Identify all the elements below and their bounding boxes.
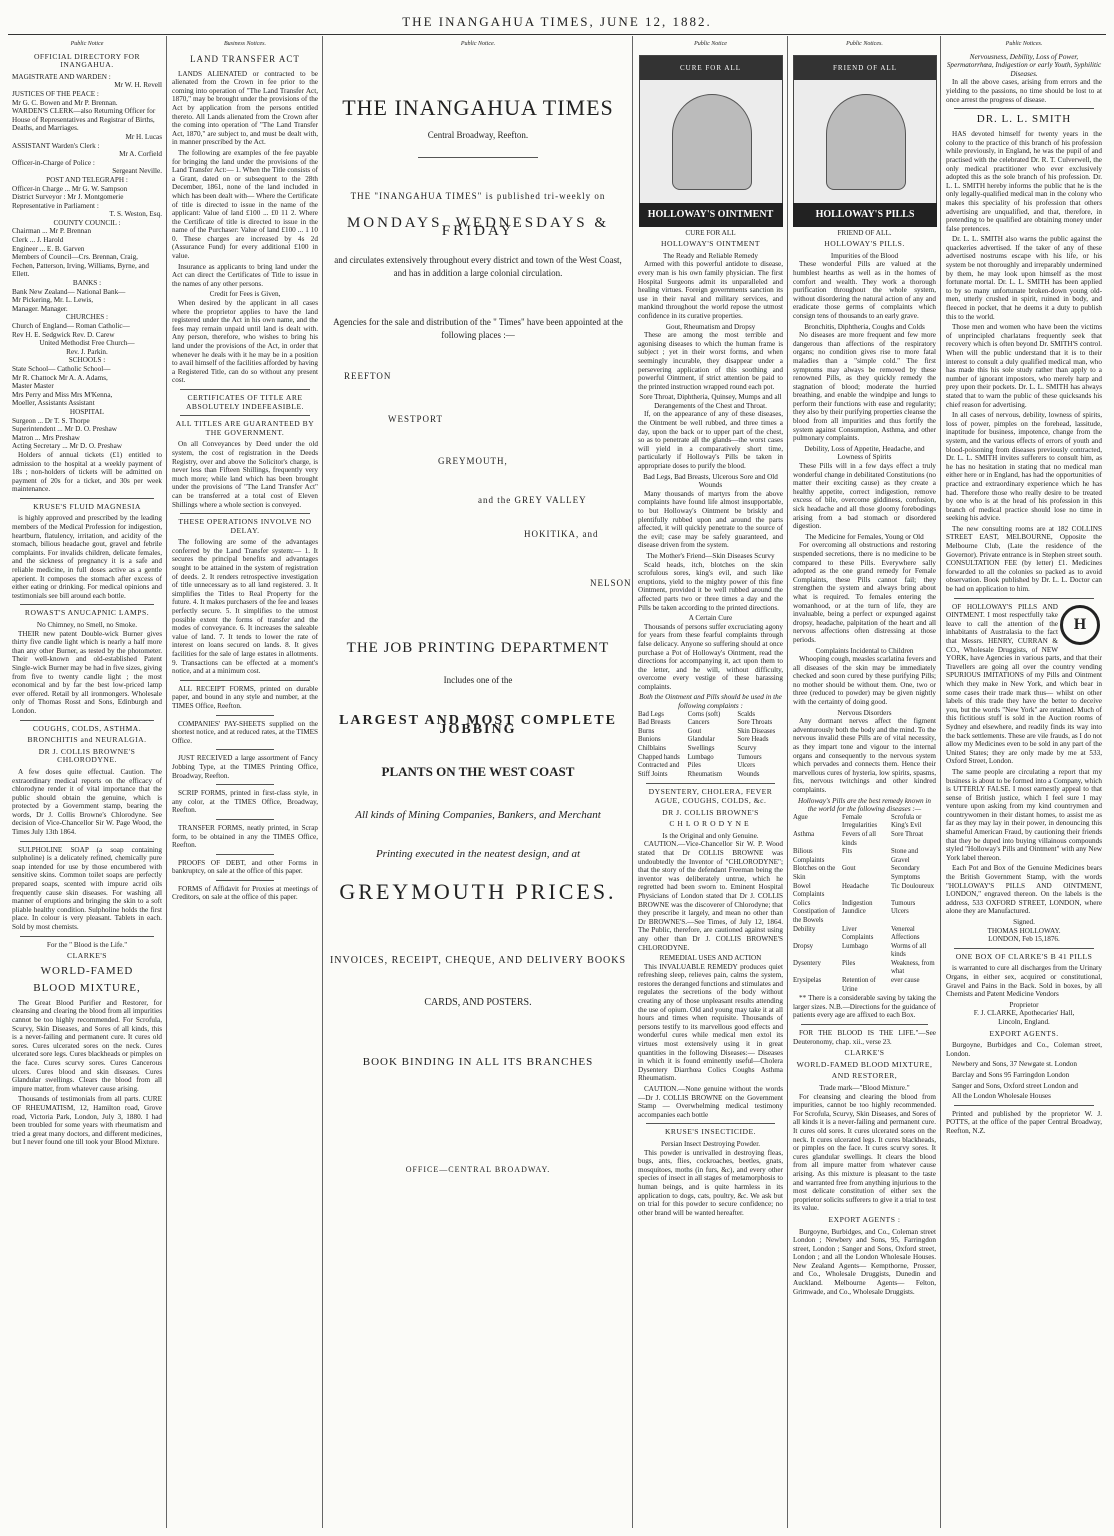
ad-body: is warranted to cure all discharges from the Urinary Organs, in either sex, acquired or constitutional, Gravel and Pains in the Back. Sold in boxes, by all Chemists and Patent Medicine Vendors [946, 964, 1102, 999]
includes-text: Includes one of the [443, 675, 513, 686]
ad-title: KRUSE'S FLUID MAGNESIA [33, 501, 141, 511]
directory-list [12, 73, 162, 494]
list-item: Blotches on the Skin [793, 865, 836, 881]
ad-body: Thousands of persons suffer excruciating agony for years from these fearful complaints through false delicacy. Anyone so suffering should at once purchase a Pot of Holloway's Ointment, read the directions for accompanying it, act upon them to the letter, and he will, without difficulty, overcome every vestige of these harassing complaints. [638, 622, 783, 691]
list-item: Dropsy [793, 942, 814, 950]
ad-body: OF HOLLOWAY'S PILLS AND OINTMENT. I most respectfully take leave to call the attention of the inhabitants of Australasia to the fact that Messrs. HENRY, CURRAN & CO., Wholesale Druggists, of NEW YORK, have Agencies in various parts, and that their Travellers are going all over the country vending SPURIOUS IMITATIONS of my Pills and Ointment which they make in New York, and which bear in some cases their trade mark thus— whilst on other labels of this trade they have the better to deceive you, but the words "New York" are retained. Much of this fictitious stuff is sold in the Auction rooms of Sydney and elsewhere, and readily finds its way into the back settlements. These are vile frauds, as I do not allow my Medicines even to be sold in any part of the United States; they are only made by me at 533, Oxford Street, London. [946, 602, 1102, 766]
directory-line: JUSTICES OF THE PEACE : [12, 89, 99, 98]
ad-title: HOLLOWAY'S OINTMENT [661, 239, 760, 249]
list-item: Scalds [737, 710, 756, 718]
directory-line: WARDEN'S CLERK—also Returning Officer for House of Representatives and Registrar of Births, Deaths, and Marriages. [12, 107, 156, 133]
ad-body: No diseases are more frequent and few more dangerous than affections of the respiratory organs; no condition gives rise to more fatal maladies than a "simple cold." The first symptoms may always be removed by these renowned Pills, as they quickly remedy the stagnation of blood; moderate the hurried breathing, and enable the windpipe and lungs to perform their functions with ease and regularity; they also by their purifying properties cleanse the blood from all impurities and thus fortify the system against Consumption, Asthma, and other pulmonary complaints. [793, 331, 936, 443]
ad-subtitle: Lincoln, England. [998, 1017, 1050, 1026]
list-item: Stiff Joints [638, 770, 668, 778]
invoices-text: INVOICES, RECEIPT, CHEQUE, AND DELIVERY BOOKS [329, 954, 627, 966]
ad-body: For cleansing and clearing the blood from impurities, cannot be too highly recommended. For Scrofula, Scurvy, Skin Diseases, and Sores of all kinds it is a never-failing and permanent cure. It cures old sores. It cures ulcerated sores on the neck. It cures ulcerated legs. It cures blackheads, or pimples on the face. It cures scurvy sores. It cures glandular swellings. It clears the blood from all impure matter from whatever cause arising. As this mixture is pleasant to the taste and warranted free from anything injurious to the most delicate constitution of either sex the proprietor solicits sufferers to give it a trial to test its value. [793, 1092, 936, 1213]
directory-line: T. S. Weston, Esq. [109, 210, 162, 219]
directory-line: Mr W. H. Revell [114, 81, 162, 90]
ad-subtitle: Sore Throat, Diphtheria, Quinsey, Mumps and all Derangements of the Chest and Throat. [639, 393, 782, 410]
list-item: Worms of all kinds [891, 942, 927, 959]
engraving-label: HOLLOWAY'S OINTMENT [639, 203, 783, 227]
ad-body: The Great Blood Purifier and Restorer, for cleansing and clearing the blood from all impurities cannot be too highly recommended. For Scrofula, Scurvy, Skin Diseases, and Sores of all kinds, this is a never-failing and permanent cure. It cures old sores. Cures ulcerated sores on the neck. Cures ulcerated sore legs. Cures blackheads or pimples on the face. Cures scurvy sores. Cures Cancerous ulcers. Cures blood and skin diseases. Cures Glandular swellings. Clears the blood from all impure matter, from whatever cause arising. [12, 998, 162, 1093]
ad-title: HOLLOWAY'S PILLS. [824, 239, 905, 249]
ad-body: Insurance as applicants to bring land under the Act can direct the Certificates of Title to issue in the names of any other persons. [172, 262, 318, 288]
ad-body: FOR THE BLOOD IS THE LIFE."—See Deuteronomy, chap. xii., verse 23. [793, 1029, 936, 1046]
divider [20, 936, 154, 937]
agency-place: REEFTON [344, 370, 392, 381]
ad-body: ** There is a considerable saving by taking the larger sizes. N.B.—Directions for the guidance of patients every age are affixed to each Box. [793, 994, 936, 1020]
agent-line: Burgoyne, Burbidges and Co., Coleman street, London. [946, 1041, 1102, 1058]
divider [216, 715, 274, 716]
intro-text: THE "INANGAHUA TIMES" is published tri-weekly on [350, 191, 606, 202]
list-item: Erysipelas [793, 977, 822, 985]
ad-title: CLARKE'S [844, 1048, 885, 1058]
ad-body: When desired by the applicant in all cases where the proprietor applies to have the land registered under the Act in his own name, and the fees may remain unpaid until land is dealt with. Any person, therefore, who wishes to bring his land under the provisions of the Act, in order that whenever he deals with it he may be in a position to avail himself of the facilities afforded by having a Registered Title, can do so without any present cost. [172, 299, 318, 385]
directory-line: Sergeant Neville. [112, 167, 162, 176]
column-3-times-advert [324, 38, 632, 1528]
list-item: Cancers [687, 719, 710, 727]
directory-line: Members of Council—Crs. Brennan, Craig, Fechen, Patterson, Irving, Williams, Byrne, and Ellett. [12, 253, 149, 279]
list-item: Chilblains [638, 745, 666, 753]
divider [180, 415, 310, 416]
ad-body: ALL RECEIPT FORMS, printed on durable paper, and bound in any style and number, at the TIMES Office, Reefton. [172, 684, 318, 710]
directory-line: Rev. J. Parkin. [66, 347, 108, 356]
ad-title: DR J. COLLIS BROWNE'S [662, 807, 759, 817]
cards-text: CARDS, AND POSTERS. [424, 997, 532, 1009]
agent-line: Sanger and Sons, Oxford street London and [952, 1081, 1078, 1090]
kinds-text: All kinds of Mining Companies, Bankers, and Merchant [355, 808, 601, 821]
column-header: Public Notice. [460, 41, 496, 47]
directory-line: Mr R. Chattock Mr A. A. Adams, [12, 373, 108, 382]
directory-line: Rev H. E. Sedgwick Rev. D. Carew [12, 330, 115, 339]
column-4 [634, 38, 787, 1528]
largest-text: LARGEST AND MOST COMPLETE JOBBING [339, 713, 617, 737]
ad-body: Whooping cough, measles scarlatina fevers and all diseases of the skin may be immediately checked and soon cured by these purifying Pills; no mother should be without them. One, two or three (reduced to powder) may be given nightly with the certainty of doing good. [793, 655, 936, 707]
imprint: Printed and published by the proprietor W. J. POTTS, at the office of the paper Central Broadway, Reefton, N.Z. [946, 1109, 1102, 1135]
directory-line: Surgeon ... Dr T. S. Thorpe [12, 416, 90, 425]
ad-subtitle: Credit for Fees is Given, [209, 290, 281, 299]
directory-line: Master Master [12, 382, 54, 391]
directory-line: Bank New Zealand— National Bank— [12, 287, 126, 296]
list-item: Bowel Complaints [793, 882, 825, 899]
ad-title: ONE BOX OF CLARKE'S B 41 PILLS [955, 951, 1093, 961]
ad-title: LAND TRANSFER ACT [190, 53, 300, 64]
directory-line: ASSISTANT Warden's Clerk : [12, 141, 100, 150]
list-item: Venereal Affections [891, 925, 920, 942]
list-item: Headache [842, 882, 869, 890]
list-item: Fevers of all kinds [842, 830, 876, 847]
divider [646, 1123, 775, 1124]
ad-body: The following are some of the advantages conferred by the Land Transfer system:— 1. It secures the principal benefits and advantages sought to be attained in the system of registration of deeds. 2. It renders retrospective investigation of title unnecessary as to all land registered. 3. It simplifies the Titles to Real Property for the future. 4. It makes purchasers of the fee and leases perfectly secure. 5. It simplifies to the utmost possible extent the forms of transfer and the modes of conveyance. 6. It increases the saleable value of land. 7. It tends to lower the rate of interest on loans secured on lands. 8. It gives facilities for the sale of large estates in allotments. 9. Transactions can be effected at a moment's notice, and at a minimum cost. [172, 538, 318, 676]
list-item: Tumours [891, 899, 916, 907]
directory-line: Mrs Perry and Miss Mrs M'Kenna, [12, 390, 113, 399]
directory-line: POST AND TELEGRAPH : [46, 175, 128, 184]
newspaper-title: THE INANGAHUA TIMES [342, 94, 614, 120]
list-item: Ague [793, 813, 808, 821]
directory-line: Mr Pickering, Mr. L. Lewis, [12, 296, 94, 305]
column-header: Public Notices. [846, 41, 883, 47]
seated-figure-icon [672, 94, 752, 190]
ad-title: KRUSE'S INSECTICIDE. [664, 1127, 757, 1137]
list-item: Scrofula or King's Evil [891, 813, 922, 830]
list-item: Corns (soft) [687, 710, 721, 718]
list-item: Ulcers [737, 762, 756, 770]
publishing-days: MONDAYS, WEDNESDAYS & FRIDAY [346, 214, 610, 240]
column-2 [168, 38, 322, 1528]
column-rule [322, 36, 323, 1528]
list-item: Glandular [687, 736, 715, 744]
ad-body: If, on the appearance of any of these diseases, the Ointment be well rubbed, and three times a day, upon the back or to upper part of the chest, so as to penetrate all the glands—the worst cases will yield in a comparatively short time, particularly if Holloway's Pills be taken in appropriate doses to purify the blood. [638, 410, 783, 471]
directory-line: Matron ... Mrs Preshaw [12, 433, 80, 442]
agency-place: NELSON [590, 577, 632, 588]
ad-body: Armed with this powerful antidote to disease, every man is his own family physician. The first Hospital Surgeons admit its unparalleled and healing virtues. Foreign governments sanction its use in their naval and military services, and mankind throughout the world repose the utmost confidence in its curative properties. [638, 260, 783, 320]
list-item: Asthma [793, 830, 815, 838]
trademark-seal-icon: H [1060, 605, 1100, 645]
divider [180, 389, 310, 390]
divider [954, 1105, 1094, 1106]
agencies-text: Agencies for the sale and distribution of the " Times" have been appointed at the following places :— [333, 316, 623, 340]
ad-subtitle: Trade mark—"Blood Mixture." [819, 1084, 910, 1092]
office-text: OFFICE—CENTRAL BROADWAY. [405, 1165, 551, 1175]
list-item: Retention of Urine [842, 977, 876, 993]
ad-body: JUST RECEIVED a large assortment of Fancy Jobbing Type, at the TIMES Printing Office, Broadway, Reefton. [172, 754, 318, 780]
column-header: Public Notice [70, 41, 104, 47]
list-item: Contracted and [638, 762, 680, 770]
list-item: Tumours [737, 753, 762, 761]
agent-line: All the London Wholesale Houses [952, 1092, 1051, 1101]
agency-place: GREYMOUTH, [438, 456, 508, 467]
ad-title: CHLORODYNE [669, 819, 752, 829]
signed-label: Signed. [1013, 918, 1035, 926]
ad-subtitle: Complaints Incidental to Children [815, 646, 914, 655]
list-item: Skin Diseases [737, 727, 776, 735]
divider [180, 513, 310, 514]
ad-title: THESE OPERATIONS INVOLVE NO DELAY. [178, 517, 312, 535]
ad-body: This powder is unrivalled in destroying fleas, bugs, ants, flies, cockroaches, beetles, gnats, mosquitoes, moths (in furs, &c), and every other species of insect in all stages of metamorphosis to human beings, and is quite harmless in its application to dogs, cats, poultry, &c. We ask but on trial for this powder to secure confidence; no other brand will be wanted hereafter. [638, 1148, 783, 1217]
ad-body: TRANSFER FORMS, neatly printed, in Scrap form, to be obtained in any the TIMES Office, Reefton. [172, 823, 318, 850]
ad-title: CERTIFICATES OF TITLE ARE ABSOLUTELY INDEFEASIBLE. [185, 392, 305, 411]
list-item: Stone and Gravel [891, 848, 918, 864]
directory-line: BANKS : [72, 279, 102, 288]
list-item: Colics [793, 899, 811, 907]
ad-body: The following are examples of the fee payable for bringing the land under the provisions of the Land Transfer Act:— 1. When the Title consists of a Grant, dated on or subsequent to the 28th December, 1861, none of the land included in which has been dealt with— Where the Certificate of title is directed to issue in the name of the applicant: Value of land £100 ... £0 11 2. Where the Certificate of title is directed to issue in the name of the Purchaser: Value of land £100 ... 1 10 0. These charges are increased by 4s 2d (Assurance Fund) for every additional £100 in value. [172, 148, 318, 261]
ad-subtitle: EXPORT AGENTS. [989, 1028, 1059, 1038]
column-header: Public Notices. [1005, 41, 1043, 47]
directory-line: Mr H. Lucas [125, 132, 162, 141]
directory-line: Mr A. Corfield [119, 150, 162, 159]
agent-line: Barclay and Sons 95 Farringdon London [952, 1070, 1070, 1079]
list-item: Debility [793, 925, 816, 933]
list-item: Secondary Symptoms [891, 865, 921, 881]
ad-title: BLOOD MIXTURE, [33, 981, 141, 994]
list-item: Gout [842, 865, 856, 873]
agency-place: HOKITIKA, and [524, 529, 599, 540]
list-item: Sore Throat [891, 830, 924, 838]
list-item: Gout [687, 727, 702, 735]
ad-body: SULPHOLINE SOAP (a soap containing sulpholine) is a delicately refined, chemically pure soap intended for use by those encumbered with sensitive skins. Common toilet soaps are perfectly prepared soaps, scented with impure acrid oils frequently cause skin diseases. For washing all manner of eruptions and bringing the skin to a soft pliable healthy condition. Sulpholine holds the first place. In colour is very pleasant. Tablets in each. Sold by most chemists. [12, 845, 162, 931]
divider [216, 819, 274, 820]
standing-figure-icon [826, 94, 906, 190]
list-item: Sore Heads [737, 736, 769, 744]
printing-text: Printing executed in the neatest design, and at [375, 847, 581, 860]
directory-line: Acting Secretary ... Mr D. O. Preshaw [12, 442, 122, 451]
ointment-engraving [639, 55, 783, 227]
ad-body: COMPANIES' PAY-SHEETS supplied on the shortest notice, and at reduced rates, at the TIMES Office. [172, 719, 318, 745]
list-item: Swellings [687, 745, 715, 753]
column-1 [8, 38, 166, 1528]
ad-body: This INVALUABLE REMEDY produces quiet refreshing sleep, relieves pain, calms the system, restores the deranged functions and stimulates and regulates the secretions of the body without creating any of those unpleasant results attending the use of opium. Old and young may take it at all hours and times when requisite. Thousands of persons testify to its marvellous good effects and wonderful cures while medical men extol its virtues most extensively using it in great quantities in the following Diseases:— Diseases in which it is found eminently useful—Cholera Dysentery Diarrhœa Colics Coughs Asthma Rheumatism. [638, 962, 783, 1083]
ad-subtitle: Bronchitis, Diphtheria, Coughs and Colds [804, 322, 925, 331]
ad-body: SCRIP FORMS, printed in first-class style, in any color, at the TIMES Office, Broadway, Reefton. [172, 789, 318, 815]
ad-subtitle: Persian Insect Destroying Powder. [660, 1139, 760, 1148]
directory-line: United Methodist Free Church— [39, 339, 135, 348]
directory-line: Representative in Parliament : [12, 201, 99, 210]
list-header: Both the Ointment and Pills should be used in the following complaints : [639, 693, 782, 711]
list-item: Scurvy [737, 745, 757, 753]
ad-title: WORLD-FAMED BLOOD MIXTURE, [796, 1059, 933, 1069]
signature: THOMAS HOLLOWAY. [987, 926, 1061, 935]
plants-text: PLANTS ON THE WEST COAST [381, 764, 575, 780]
list-item: Female Irregularities [842, 813, 878, 830]
ad-subtitle: Is the Original and only Genuine. [662, 831, 759, 840]
column-6 [942, 38, 1106, 1528]
list-item: Tic Douloureux [891, 882, 934, 890]
ad-title: AND RESTORER, [831, 1071, 898, 1081]
ad-body: CAUTION.—Vice-Chancellor Sir W. P. Wood stated that Dr COLLIS BROWNE was undoubtedly the Inventor of "CHLORODYNE"; that the story of the defendant Freeman being the inventor was deliberately untrue, which he regretted had been sworn to. Eminent Hospital Physicians of London stated that Dr J. COLLIS BROWNE was the discoverer of Chlorodyne; that they prescribe it largely, and mean no other than Dr BROWNE'S.—See Times, of July 12, 1864. The Public, therefore, are cautioned against using any other than Dr J. COLLIS BROWNE'S CHLORODYNE. [638, 840, 783, 952]
directory-line: Clerk ... J. Harold [12, 236, 64, 245]
directory-line: HOSPITAL [69, 407, 105, 416]
ad-subtitle: Gout, Rheumatism and Dropsy [665, 322, 756, 331]
list-item: Bunions [638, 736, 661, 744]
ad-body: In all cases of nervous, debility, lowness of spirits, loss of power, pimples on the forehead, lassitude, inaptitude for business, impotence, change from the system, and the various effects of errors of youth and blood-poisoning from diseases previously contracted, Dr. L. L. SMITH invites sufferers to consult him, as he has no hesitation in stating that no medical man either here or in England, has had the opportunities of practice and extraordinary experience which he has had. Therefore those who really desire to be treated by one who is at the head of his profession in this branch of medical practice should lose no time in seeking his advice. [946, 411, 1102, 523]
list-item: Piles [687, 762, 701, 770]
ad-title: ROWAST'S ANUCAPNIC LAMPS. [24, 608, 150, 618]
divider [20, 720, 154, 721]
ad-subtitle: F. J. CLARKE, Apothecaries' Hall, [973, 1009, 1075, 1018]
list-item: Chapped hands [638, 753, 680, 761]
divider [20, 604, 154, 605]
job-printing-title: THE JOB PRINTING DEPARTMENT [346, 639, 610, 656]
list-item: Dysentery [793, 959, 821, 967]
prices-text: GREYMOUTH PRICES. [339, 879, 617, 905]
divider [216, 749, 274, 750]
masthead-rule [8, 34, 1106, 35]
ad-body: CAUTION.—None genuine without the words—Dr J. COLLIS BROWNE on the Government Stamp — Overwhelming medical testimony accompanies each bottle [638, 1085, 783, 1119]
agency-place: WESTPORT [388, 413, 443, 424]
ad-subtitle: The Ready and Reliable Remedy [662, 251, 758, 260]
list-item: Liver Complaints [842, 925, 874, 942]
pills-engraving [793, 55, 937, 227]
ad-body: The same people are circulating a report that my business is about to be formed into a Company, which is UTTERLY FALSE. I most earnestly appeal to that sense of British justice, which I feel sure I may venture upon asking from my kind countrymen and countrywomen in their distant homes, to assist me as far as they may lay in their power, in denouncing this shameful American Fraud, by cautioning their friends that they be duped into buying villainous compounds styled "Holloway's Pills and Ointment" with any New York label thereon. [946, 767, 1102, 862]
ad-subtitle: Nervous Disorders [837, 708, 892, 717]
column-rule [787, 36, 788, 1528]
ad-body: On all Conveyances by Deed under the old system, the cost of registration in the Deeds Registry, over and above the Solicitor's charge, is never less than Fifteen Shillings, frequently very much more; while land which has been brought under the provisions of "The Land Transfer Act" can be transferred at a total cost of Eleven Shillings where a whole section is conveyed. [172, 440, 318, 509]
ad-body: Any dormant nerves affect the figment adventurously both the body and the mind. To the nervous invalid these Pills are of vital necessity, as they impart tone and vigour to the internal organs and consequently to the nervous system which pervades and connects them. Hence their marvellous cures of hysteria, low spirits, spasms, fits, nervous twitchings and other kindred complaints. [793, 717, 936, 794]
list-header: Holloway's Pills are the best remedy known in the world for the following diseases :— [798, 796, 931, 814]
directory-line: Church of England— Roman Catholic— [12, 322, 130, 330]
divider [216, 784, 274, 785]
divider [801, 1024, 928, 1025]
divider [216, 880, 274, 881]
divider [20, 841, 154, 842]
engraving-label: HOLLOWAY'S PILLS [793, 203, 937, 227]
directory-title: OFFICIAL DIRECTORY FOR INANGAHUA. [33, 51, 141, 70]
directory-line: Mr G. C. Bowen and Mr P. Brennan. [12, 98, 118, 107]
column-rule [166, 36, 167, 1528]
list-item: Bad Legs [638, 710, 664, 718]
ad-body: LANDS ALIENATED or contracted to be alienated from the Crown in fee prior to the coming into operation of "The Land Transfer Act, 1870," may be brought under the provisions of the Act by application from the persons entitled thereto. All Lands alienated from the Crown after the coming into operation of "The Land Transfer Act, 1870," are subject to, and must be dealt with, in manner prescribed by the Act. [172, 69, 318, 147]
directory-line: Engineer ... E. B. Garven [12, 244, 85, 253]
ad-header: Nervousness, Debility, Loss of Power, Spermatorrhœa, Indigestion or early Youth, Syphilitic Diseases. [946, 52, 1102, 78]
ad-body: PROOFS OF DEBT, and other Forms in bankruptcy, on sale at the office of this paper. [172, 858, 318, 876]
signature-date: LONDON, Feb 15,1876. [988, 935, 1060, 944]
list-item: Sore Throats [737, 719, 773, 727]
ad-title: CLARKE'S [67, 951, 107, 961]
list-item: Ulcers [891, 908, 909, 916]
divider [216, 854, 274, 855]
divider [180, 680, 310, 681]
directory-line: CHURCHES : [65, 313, 109, 322]
list-item: Fits [842, 848, 853, 856]
directory-line: District Surveyor : Mr J. Montgomerie [12, 193, 124, 202]
ad-body: In all the above cases, arising from errors and the yielding to the passions, no time should be lost to at once arrest the progress of disease. [946, 78, 1102, 104]
ad-subtitle: Impurities of the Blood [830, 251, 899, 260]
ad-body: Scald heads, itch, blotches on the skin scrofulous sores, king's evil, and such like eruptions, yield to the mighty power of this fine Ointment, provided it be well rubbed around the affected parts two or three times a day and the Pills be taken according to the printed directions. [638, 560, 783, 612]
list-item: Burns [638, 727, 655, 735]
binding-text: BOOK BINDING IN ALL ITS BRANCHES [362, 1055, 594, 1068]
masthead: THE INANGAHUA TIMES, JUNE 12, 1882. [402, 14, 712, 29]
engraving-caption: CURE FOR ALL [685, 228, 736, 237]
ad-body: FORMS of Affidavit for Proxies at meetings of Creditors, on sale at the office of this paper. [172, 884, 318, 902]
divider [954, 948, 1094, 949]
directory-line: COUNTY COUNCIL : [53, 218, 121, 227]
directory-line: Chairman ... Mr P. Brennan [12, 227, 92, 236]
list-item: Weakness, from what [891, 959, 935, 976]
directory-line: Superintendent ... Mr D. O. Preshaw [12, 425, 118, 434]
ad-title: ALL TITLES ARE GUARANTEED BY THE GOVERNMENT. [175, 419, 315, 437]
ad-body: These wonderful Pills are valued at the humblest hearths as well as in the homes of comfort and wealth. They work a thorough purification throughout the whole system, without disordering the natural action of any and eradicate those germs of complaints which consign tens of thousands to an early grave. [793, 260, 936, 320]
complaints-list [638, 711, 783, 780]
ad-subtitle: Proprietor [1009, 1000, 1039, 1009]
list-item: Jaundice [842, 908, 866, 916]
agency-place: and the GREY VALLEY [478, 494, 587, 505]
ad-body: These are among the most terrible and agonising diseases to which the human frame is subject ; yet in their worst forms, and when seemingly incurable, they disappear under a persevering application of this soothing and powerful Ointment, if strict attention be paid to the printed instruction wrapped round each pot. [638, 331, 783, 391]
ad-body: Each Pot and Box of the Genuine Medicines bears the British Government Stamp, with the words "HOLLOWAY'S PILLS AND OINTMENT, LONDON," engraved thereon. On the labels is the address, 533 OXFORD STREET, LONDON, where alone they are Manufactured. [946, 864, 1102, 916]
ad-body: These Pills will in a few days effect a truly wonderful change in debilitated Constitutions (no matter their exciting cause) as they create a healthy appetite, correct indigestion, remove excess of bile, overcome giddiness, confusion, sick headache and all those gloomy forebodings arising from a bad stomach or disordered digestion. [793, 462, 936, 531]
list-item: Bilious Complaints [793, 848, 825, 864]
ad-subtitle: No Chimney, no Smell, no Smoke. [36, 621, 138, 629]
directory-line: Officer-in Charge ... Mr G. W. Sampson [12, 184, 128, 193]
ad-title: WORLD-FAMED [40, 964, 134, 977]
list-item: Rheumatism [687, 770, 723, 778]
ad-subtitle: REMEDIAL USES AND ACTION [659, 954, 762, 963]
divider [646, 783, 775, 784]
column-5 [789, 38, 940, 1528]
list-item: ever cause [891, 977, 920, 985]
divider [20, 498, 154, 499]
ad-subtitle: A Certain Cure [688, 614, 733, 623]
ad-header: For the " Blood is the Life." [46, 940, 128, 949]
list-item: Piles [842, 959, 856, 967]
divider [418, 157, 538, 158]
column-rule [632, 36, 633, 1528]
directory-line: Holders of annual tickets (£1) entitled to admission to the hospital at a weekly payment of 18s ; non-holders of tickets will be admitted on payment of 20s for a ticket, and 30s per week maintenance. [12, 450, 162, 494]
divider [954, 598, 1094, 599]
ad-body: A few doses quite effectual. Caution. The extraordinary medical reports on the efficacy of chlorodyne render it of vital importance that the public should obtain the genuine, which is protected by a Government stamp, bearing the words, Dr J. Collis Browne's Chlorodyne. See decision of Vice-Chancellor Sir W. Page Wood, the Times July 13th 1864. [12, 767, 162, 837]
list-item: Wounds [737, 770, 760, 778]
column-rule [940, 36, 941, 1528]
column-header: Public Notice [694, 41, 727, 47]
ad-subtitle: Debility, Loss of Appetite, Headache, and Lowness of Spirits [804, 444, 925, 462]
ad-subtitle: Bad Legs, Bad Breasts, Ulcerous Sore and Old Wounds [643, 472, 778, 490]
ad-subtitle: EXPORT AGENTS : [828, 1214, 901, 1224]
directory-line: Officer-in-Charge of Police : [12, 158, 95, 167]
ad-body: Those men and women who have been the victims of unprincipled charlatans frequently seek that recovery which is often beyond Dr. SMITH'S control. When will the public understand that it is to their interest to consult a duly qualified medical man, who has made this his sole study rather than apply to a number of ignorant impostors, who merely harp and prey upon their pockets. Dr. L. L. SMITH has always stated that to warn the public of these quicksands his chief reason for advertising. [946, 323, 1102, 409]
directory-line: MAGISTRATE AND WARDEN : [12, 72, 111, 81]
engraving-caption: FRIEND OF ALL. [837, 228, 892, 237]
newspaper-address: Central Broadway, Reefton. [427, 129, 529, 140]
list-item: Lumbago [842, 942, 869, 950]
ad-title: DYSENTERY, CHOLERA, FEVER AGUE, COUGHS, COLDS, &c. [648, 787, 773, 805]
agent-line: Newbery and Sons, 37 Newgate st. London [952, 1060, 1077, 1069]
ad-subtitle: BRONCHITIS and NEURALGIA. [27, 735, 147, 745]
directory-line: SCHOOLS : [68, 356, 106, 365]
ad-body: Dr. L. L. SMITH also warns the public against the quackeries advertised. If the taker of any of these advertised nostrums escape with his life, or his system be not thoroughly and irreparably undermined by them, he may look upon himself as the most fortunate mortal. Dr. L. L. SMITH has been applied to by so many unfortunate broken-down young old-men, utterly crushed in spirit, ruined in body, and fleeced in pocket, that he deems it a duty to publish this to the world. [946, 235, 1102, 321]
ad-body: THEIR new patent Double-wick Burner gives thirty five candle light which is nearly a half more than any other Burner, as tested by the photometer. Their well-known and old-established Patent Single-wick Burner may be had in five sizes, giving from five to twenty candle light ; the most economical and by far the best low-priced lamp ever offered. Retail by all ironmongers. Wholesale only of Thomas Rosst and Sons, Edinburgh and London. [12, 629, 162, 715]
ad-subtitle: DR J. COLLIS BROWNE'S CHLORODYNE. [38, 746, 136, 765]
list-item: Bad Breasts [638, 719, 671, 727]
column-header: Business Notices. [224, 41, 266, 47]
directory-line: Manager. Manager. [12, 304, 68, 313]
ad-title: DR. L. L. SMITH [976, 113, 1072, 126]
ad-body: is highly approved and prescribed by the leading members of the Medical Profession for indigestion, heartburn, flatulency, irritation, and acidity of the stomach, bilious headache gout, gravel and febrile complaints. For invalids children, delicate females, and the sickness of pregnancy it is a safe and reliable medicine, in full doses active as a gentle aperient. It composes the stomach after excess of either eating or drinking. For medical opinions and testimonials see bill around each bottle. [12, 514, 162, 600]
ad-body: HAS devoted himself for twenty years in the colony to the practice of this branch of his profession while previously, in England, he was the pupil of and practised with the celebrated Dr. R. T. Culverwell, the only medical practitioner who ever exclusively adopted this as the sole branch of his profession. Dr. L. L. SMITH hereby informs the public that he is the only legally-qualified medical man in the colony who makes this speciality of his profession that others advertising are unqualified, and that, therefore, in pretending to be qualified are obtaining money under false pretences. [946, 130, 1102, 233]
directory-line: Moeller, Assistants Assistant [12, 399, 95, 408]
ad-body: Many thousands of martyrs from the above complaints have found life almost insupportable, to but Holloway's Ointment be briskly and plentifully rubbed upon and around the parts affected, it will quickly penetrate to the source of the evil; case may be safely guaranteed, and disease driven from the system. [638, 489, 783, 550]
list-item: Lumbago [687, 753, 714, 761]
list-item: Constipation of the Bowels [793, 908, 836, 924]
divider [954, 108, 1094, 109]
ad-subtitle: The Mother's Friend—Skin Diseases Scurvy [646, 551, 775, 560]
ad-body: The new consulting rooms are at 182 COLLINS STREET EAST, MELBOURNE, Opposite the Melbourne Club, (Late the residence of the Governor). Private entrance is in Stephen street south. CONSULTATION FEE (by letter) £1. Medicines forwarded to all the colonies so packed as to avoid observation. Book published by Dr. L. L. Doctor can be had on application to him. [946, 524, 1102, 594]
ad-title: COUGHS, COLDS, ASTHMA. [32, 723, 142, 733]
circulation-text: and circulates extensively throughout every district and town of the West Coast, and has in addition a large colonial circulation. [334, 254, 622, 278]
diseases-list [793, 814, 936, 994]
list-item: Indigestion [842, 899, 873, 907]
ad-body: Burgoyne, Burbidges, and Co., Coleman street London ; Newbery and Sons, 95, Farringdon street, London ; Sanger and Sons, Oxford street, London ; and all the London Wholesale Houses. New Zealand Agents— Kempthorne, Prosser, and Co., Wholesale Druggists, Dunedin and Auckland. Melbourne Agents— Felton, Grimwade, and Co., Wholesale Druggists. [793, 1227, 936, 1296]
engraving-banner: CURE FOR ALL [640, 56, 782, 80]
engraving-banner: FRIEND OF ALL [794, 56, 936, 80]
ad-body: For overcoming all obstructions and restoring suspended secretions, there is no medicine to be compared to these Pills. Everywhere sally adopted as the one grand remedy for Female Complaints, these Pills cannot fail; they strengthen the system and always bring about what is required. To females entering the womanhood, or at the turn of life, they are invaluable, being a perfect or expunged against dropsy, headache, palpitation of the heart and all nervous affections often distressing at those periods. [793, 541, 936, 644]
ad-body: Thousands of testimonials from all parts. CURE OF RHEUMATISM, 12, Hamilton road, Grove road, Victoria Park, London, July 3, 1880. I had been troubled for some years with rheumatism and tried a great many doctors, and different medicines, but I never found one till took your Blood Mixture. [12, 1095, 162, 1147]
ad-subtitle: The Medicine for Females, Young or Old [805, 532, 924, 541]
directory-line: State School— Catholic School— [12, 364, 111, 373]
